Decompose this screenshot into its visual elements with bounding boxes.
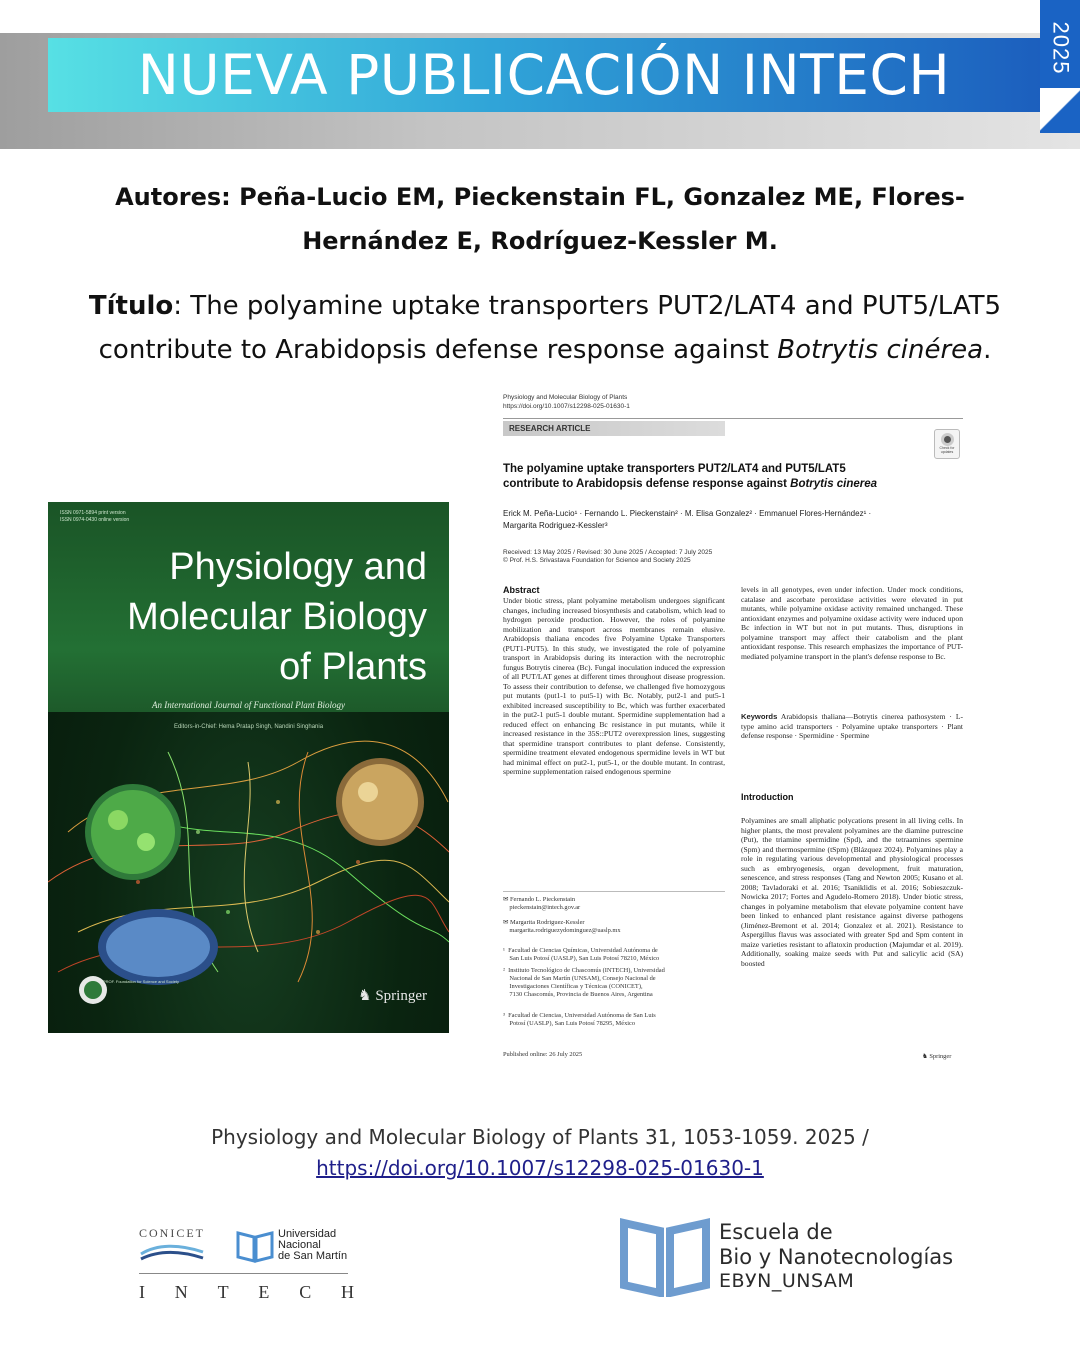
keywords-text: Arabidopsis thaliana—Botrytis cinerea pathosystem · L-type amino acid transporters · Polyamine uptake transporters · Plant defense response · Spermidine · Spermine: [741, 712, 964, 740]
article-title-line-1: The polyamine uptake transporters PUT2/LAT4 and PUT5/LAT5: [503, 463, 846, 475]
article-section: RESEARCH ARTICLE: [503, 421, 725, 436]
title-italic: Botrytis cinérea: [777, 335, 984, 365]
article-first-page: [490, 382, 980, 1072]
article-journal: Physiology and Molecular Biology of Plants: [503, 394, 628, 401]
unsam-book-icon: [236, 1229, 274, 1263]
check-updates-label: Check for updates: [939, 446, 955, 454]
cover-publisher: ♞ Springer: [358, 988, 427, 1004]
cover-subtitle: An International Journal of Functional Plant Biology: [152, 700, 345, 710]
intech-divider: [139, 1273, 348, 1274]
cover-title-line-2: Molecular Biology: [127, 596, 427, 638]
intech-letter: N: [174, 1282, 188, 1302]
year-tab-fold: [1040, 88, 1080, 133]
article-publisher: ♞ Springer: [922, 1053, 952, 1060]
ebyn-book-icon: [620, 1217, 710, 1297]
abstract-heading: Abstract: [503, 585, 540, 595]
article-rule: [503, 418, 963, 419]
abstract-left: Under biotic stress, plant polyamine metabolism undergoes significant changes, including increased biosynthesis and catabolism, which lead to hydrogen peroxide production. However, the roles of polyamine mobilization and transport across membranes remain elusive. Arabidopsis thaliana encodes five Polyamine Uptake Transporters (PUT1-PUT5). In this study, we investigated the role of polyamine transport in Arabidopsis during its interaction with the necrotrophic fungus Botrytis cinerea (Bc). Fungal inoculation induced the expression of all PUT/LAT genes at different times throughout disease progression. To assess their contribution to defense, we challenged five homozygous put mutants (put1-1 to put5-1) with Bc. Notably, put2-1 and put5-1 exhibited increased susceptibility to Bc, which was further exacerbated in the put2-1 put5-1 double mutant. Spermidine supplementation had a reduced effect on enhancing Bc resistance in put mutants, while it increased resistance in the 35S::PUT2 overexpression lines, suggesting that spermidine transport contributes to plant defense. Consistently, spermidine treatment elevated endogenous spermidine levels in WT but had minimal effect on put2-1, put5-1, or the double mutant. In contrast, spermine supplementation raised endogenous spermine: [503, 596, 725, 776]
cover-society: PROF. Foundation for Science and Society: [103, 979, 180, 984]
publication-title: [40, 284, 1050, 372]
unsam-line-1: Universidad: [278, 1228, 337, 1240]
year-label-wrap: [1040, 8, 1080, 88]
article-title: [503, 462, 943, 492]
article-received: Received: 13 May 2025 / Revised: 30 June 2025 / Accepted: 7 July 2025: [503, 549, 713, 556]
title-label: Título: [88, 291, 174, 321]
article-authors-line-2: Margarita Rodriguez-Kessler³: [503, 521, 608, 530]
header-banner: [48, 38, 1040, 112]
conicet-swoosh-icon: [139, 1242, 205, 1264]
journal-cover: [48, 502, 449, 1033]
cover-editors: Editors-in-Chief: Hema Pratap Singh, Nandini Singhania: [173, 724, 324, 730]
affiliation-3: ³ Facultad de Ciencias, Universidad Autónoma de San Luis Potosí (UASLP), San Luis Potosí 78295, México: [503, 1012, 656, 1027]
article-authors-line-1: Erick M. Peña-Lucio¹ · Fernando L. Pieckenstain² · M. Elisa Gonzalez² · Emmanuel Flores-Hernández¹ ·: [503, 509, 872, 518]
year-label: 2025: [1048, 21, 1074, 75]
ebyn-line-2: Bio y Nanotecnologías: [719, 1245, 954, 1269]
affiliation-2: ² Instituto Tecnológico de Chascomús (INTECH), Universidad Nacional de San Martín (UNSAM), Consejo Nacional de Investigaciones Científicas y Técnicas (CONICET), 7130 Chascomús, Provincia de Buenos Aires, Argentina: [503, 967, 665, 998]
title-end: .: [983, 335, 992, 365]
contact-1: ✉ Fernando L. Pieckenstain pieckenstain@intech.gov.ar: [503, 896, 581, 911]
article-copyright: © Prof. H.S. Srivastava Foundation for Science and Society 2025: [503, 557, 691, 564]
citation-text: Physiology and Molecular Biology of Plants 31, 1053-1059. 2025 /: [211, 1125, 869, 1149]
check-updates-badge: [934, 429, 960, 459]
article-authors: [503, 508, 963, 532]
title-text-a: : The polyamine uptake transporters PUT2/LAT4 and PUT5/LAT5: [173, 291, 1002, 321]
abstract-right: levels in all genotypes, even under infection. Under mock conditions, catalase and ascorbate peroxidase activities were elevated in put mutants, while polyamine oxidase activity remained unchanged. These antioxidant enzymes and polyamine oxidase activity were induced upon Bc infection in WT but not in put mutants. Thus, disruptions in polyamine transport may affect their catabolism and the plant antioxidant response. This research emphasizes the importance of PUT-mediated polyamine transport in the plant's defense response to Bc.: [741, 585, 963, 661]
published-online: Published online: 26 July 2025: [503, 1051, 583, 1058]
intech-letter: I: [139, 1282, 145, 1302]
article-title-line-2-text: contribute to Arabidopsis defense response against: [503, 478, 791, 490]
unsam-line-2: Nacional: [278, 1239, 321, 1251]
intech-letter: T: [217, 1282, 229, 1302]
affiliation-1: ¹ Facultad de Ciencias Químicas, Universidad Autónoma de San Luis Potosí (UASLP), San Luis Potosí 78210, México: [503, 947, 660, 962]
header-title: NUEVA PUBLICACIÓN INTECH: [137, 43, 951, 107]
authors-line-1: Autores: Peña-Lucio EM, Pieckenstain FL, Gonzalez ME, Flores-: [115, 183, 965, 211]
title-line-2: [40, 328, 1050, 372]
footnote-rule: [503, 891, 725, 892]
conicet-logo-text: CONICET: [139, 1226, 205, 1240]
keywords-heading: Keywords: [741, 712, 778, 721]
citation: [80, 1122, 1000, 1184]
cover-publisher-label: Springer: [375, 988, 427, 1004]
intech-logo-text: [139, 1282, 354, 1303]
article-title-italic: Botrytis cinerea: [790, 478, 878, 490]
authors: [70, 175, 1010, 263]
article-title-line-2: [503, 477, 943, 492]
title-text-b: contribute to Arabidopsis defense response against: [98, 335, 778, 365]
intro-text: Polyamines are small aliphatic polycations present in all living cells. In higher plants, the most prevalent polyamines are the diamine putrescine (Put), the triamine spermidine (Spd), and the tetraamines spermine (Spm) and thermospermine (tSpm) (Blázquez 2024). Polyamines play a role in regulating various developmental and physiological processes such as embryogenesis, organ development, fruit maturation, senescence, and stress responses (Tang and Newton 2005; Kusano et al. 2008; Tavladoraki et al. 2016; Tsaniklidis et al. 2016; Sobieszczuk-Nowicka 2017; Fortes and Agudelo-Romero 2018). Under biotic stress, changes in polyamine metabolism that elevate polyamine content have been linked to enhanced plant resistance against diverse pathogens (Jiménez-Bremont et al. 2014; Gonzalez et al. 2021). Resistance to Aspergillus flavus was associated with greater Spd and Spm content in maize varieties resistant to aflatoxin production (Majumdar et al. 2019). Additionally, soaking maize seeds with Put and salicylic acid (SA) boosted: [741, 816, 963, 968]
doi-link[interactable]: https://doi.org/10.1007/s12298-025-01630-1: [316, 1156, 764, 1180]
unsam-logo-text: [278, 1229, 347, 1262]
ebyn-line-3: EBУN_UNSAM: [719, 1270, 855, 1292]
article-doi: https://doi.org/10.1007/s12298-025-01630-1: [503, 403, 630, 410]
keywords: [741, 712, 963, 741]
unsam-line-3: de San Martín: [278, 1250, 348, 1262]
contact-2: ✉ Margarita Rodriguez-Kessler margarita.rodriguezydominguez@uaslp.mx: [503, 919, 621, 934]
article-publisher-label: Springer: [929, 1053, 952, 1060]
check-updates-icon: [941, 433, 954, 446]
cover-title-line-3: of Plants: [279, 646, 427, 688]
cover-title-line-1: Physiology and: [169, 546, 427, 588]
cover-issn: ISSN 0971-5894 print version ISSN 0974-0430 online version: [60, 510, 130, 523]
ebyn-line-1: Escuela de: [719, 1220, 833, 1244]
cover-title: [97, 542, 427, 692]
authors-line-2: Hernández E, Rodríguez-Kessler M.: [302, 227, 778, 255]
intro-heading: Introduction: [741, 792, 794, 802]
intech-letter: E: [258, 1282, 270, 1302]
intech-letter: H: [341, 1282, 354, 1302]
intech-letter: C: [299, 1282, 312, 1302]
title-line-1: [40, 284, 1050, 328]
